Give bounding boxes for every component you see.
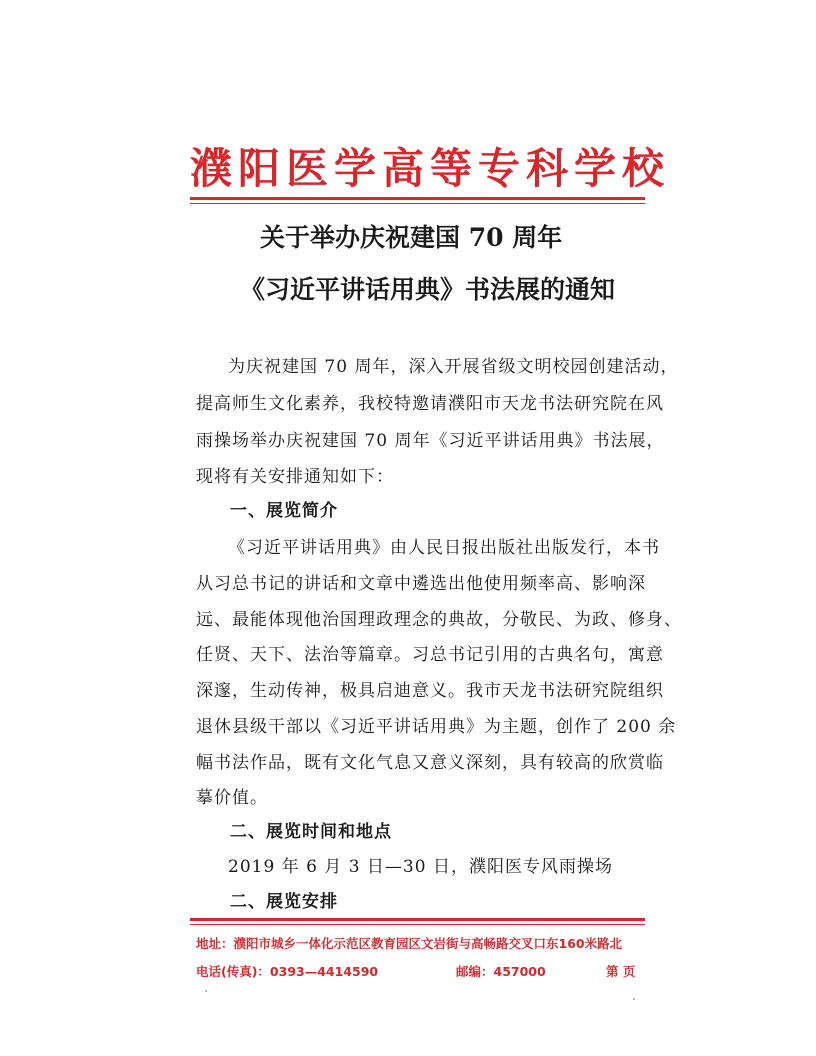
- footer-page-label: 第 页: [606, 964, 636, 979]
- intro-line: 雨操场举办庆祝建国 70 周年《习近平讲话用典》书法展，: [196, 431, 665, 451]
- section-line: 《习近平讲话用典》由人民日报出版社出版发行，本书: [228, 538, 660, 558]
- footer-postcode: 邮编：457000: [456, 964, 546, 979]
- document-title-line1: 关于举办庆祝建国 70 周年: [260, 223, 563, 252]
- section-line: 任贤、天下、法治等篇章。习总书记引用的古典名句，寓意: [196, 645, 664, 665]
- section-line: 退休县级干部以《习近平讲话用典》为主题，创作了 200 余: [196, 717, 677, 737]
- footer-phone: 电话(传真)：0393—4414590: [196, 964, 379, 979]
- letterhead-rule-thin: [190, 203, 645, 204]
- letterhead-rule-thick: [190, 197, 645, 200]
- letterhead-org-name: 濮阳医学高等专科学校: [190, 144, 671, 193]
- section-line: 从习总书记的讲话和文章中遴选出他使用频率高、影响深: [196, 574, 646, 594]
- footer-rule-thin: [190, 924, 645, 925]
- intro-line: 现将有关安排通知如下：: [196, 467, 394, 487]
- scan-speck: [633, 998, 635, 1000]
- section-heading: 一、展览简介: [230, 501, 338, 521]
- section-line: 摹价值。: [196, 788, 268, 808]
- intro-line: 为庆祝建国 70 周年，深入开展省级文明校园创建活动，: [228, 357, 679, 377]
- scan-speck: [205, 990, 207, 992]
- footer-address: 地址：濮阳市城乡一体化示范区教育园区文岩街与高畅路交叉口东160米路北: [196, 936, 623, 951]
- section-line: 幅书法作品，既有文化气息又意义深刻，具有较高的欣赏临: [196, 753, 664, 773]
- document-title-line2: 《习近平讲话用典》书法展的通知: [240, 275, 616, 304]
- section-line: 深邃，生动传神，极具启迪意义。我市天龙书法研究院组织: [196, 681, 664, 701]
- section-heading: 二、展览安排: [230, 892, 338, 912]
- section-line: 远、最能体现他治国理政理念的典故，分敬民、为政、修身、: [196, 610, 682, 630]
- section-line: 2019 年 6 月 3 日—30 日，濮阳医专风雨操场: [228, 857, 613, 877]
- footer-rule-thick: [190, 918, 645, 921]
- section-heading: 二、展览时间和地点: [230, 822, 392, 842]
- intro-line: 提高师生文化素养，我校特邀请濮阳市天龙书法研究院在风: [196, 394, 664, 414]
